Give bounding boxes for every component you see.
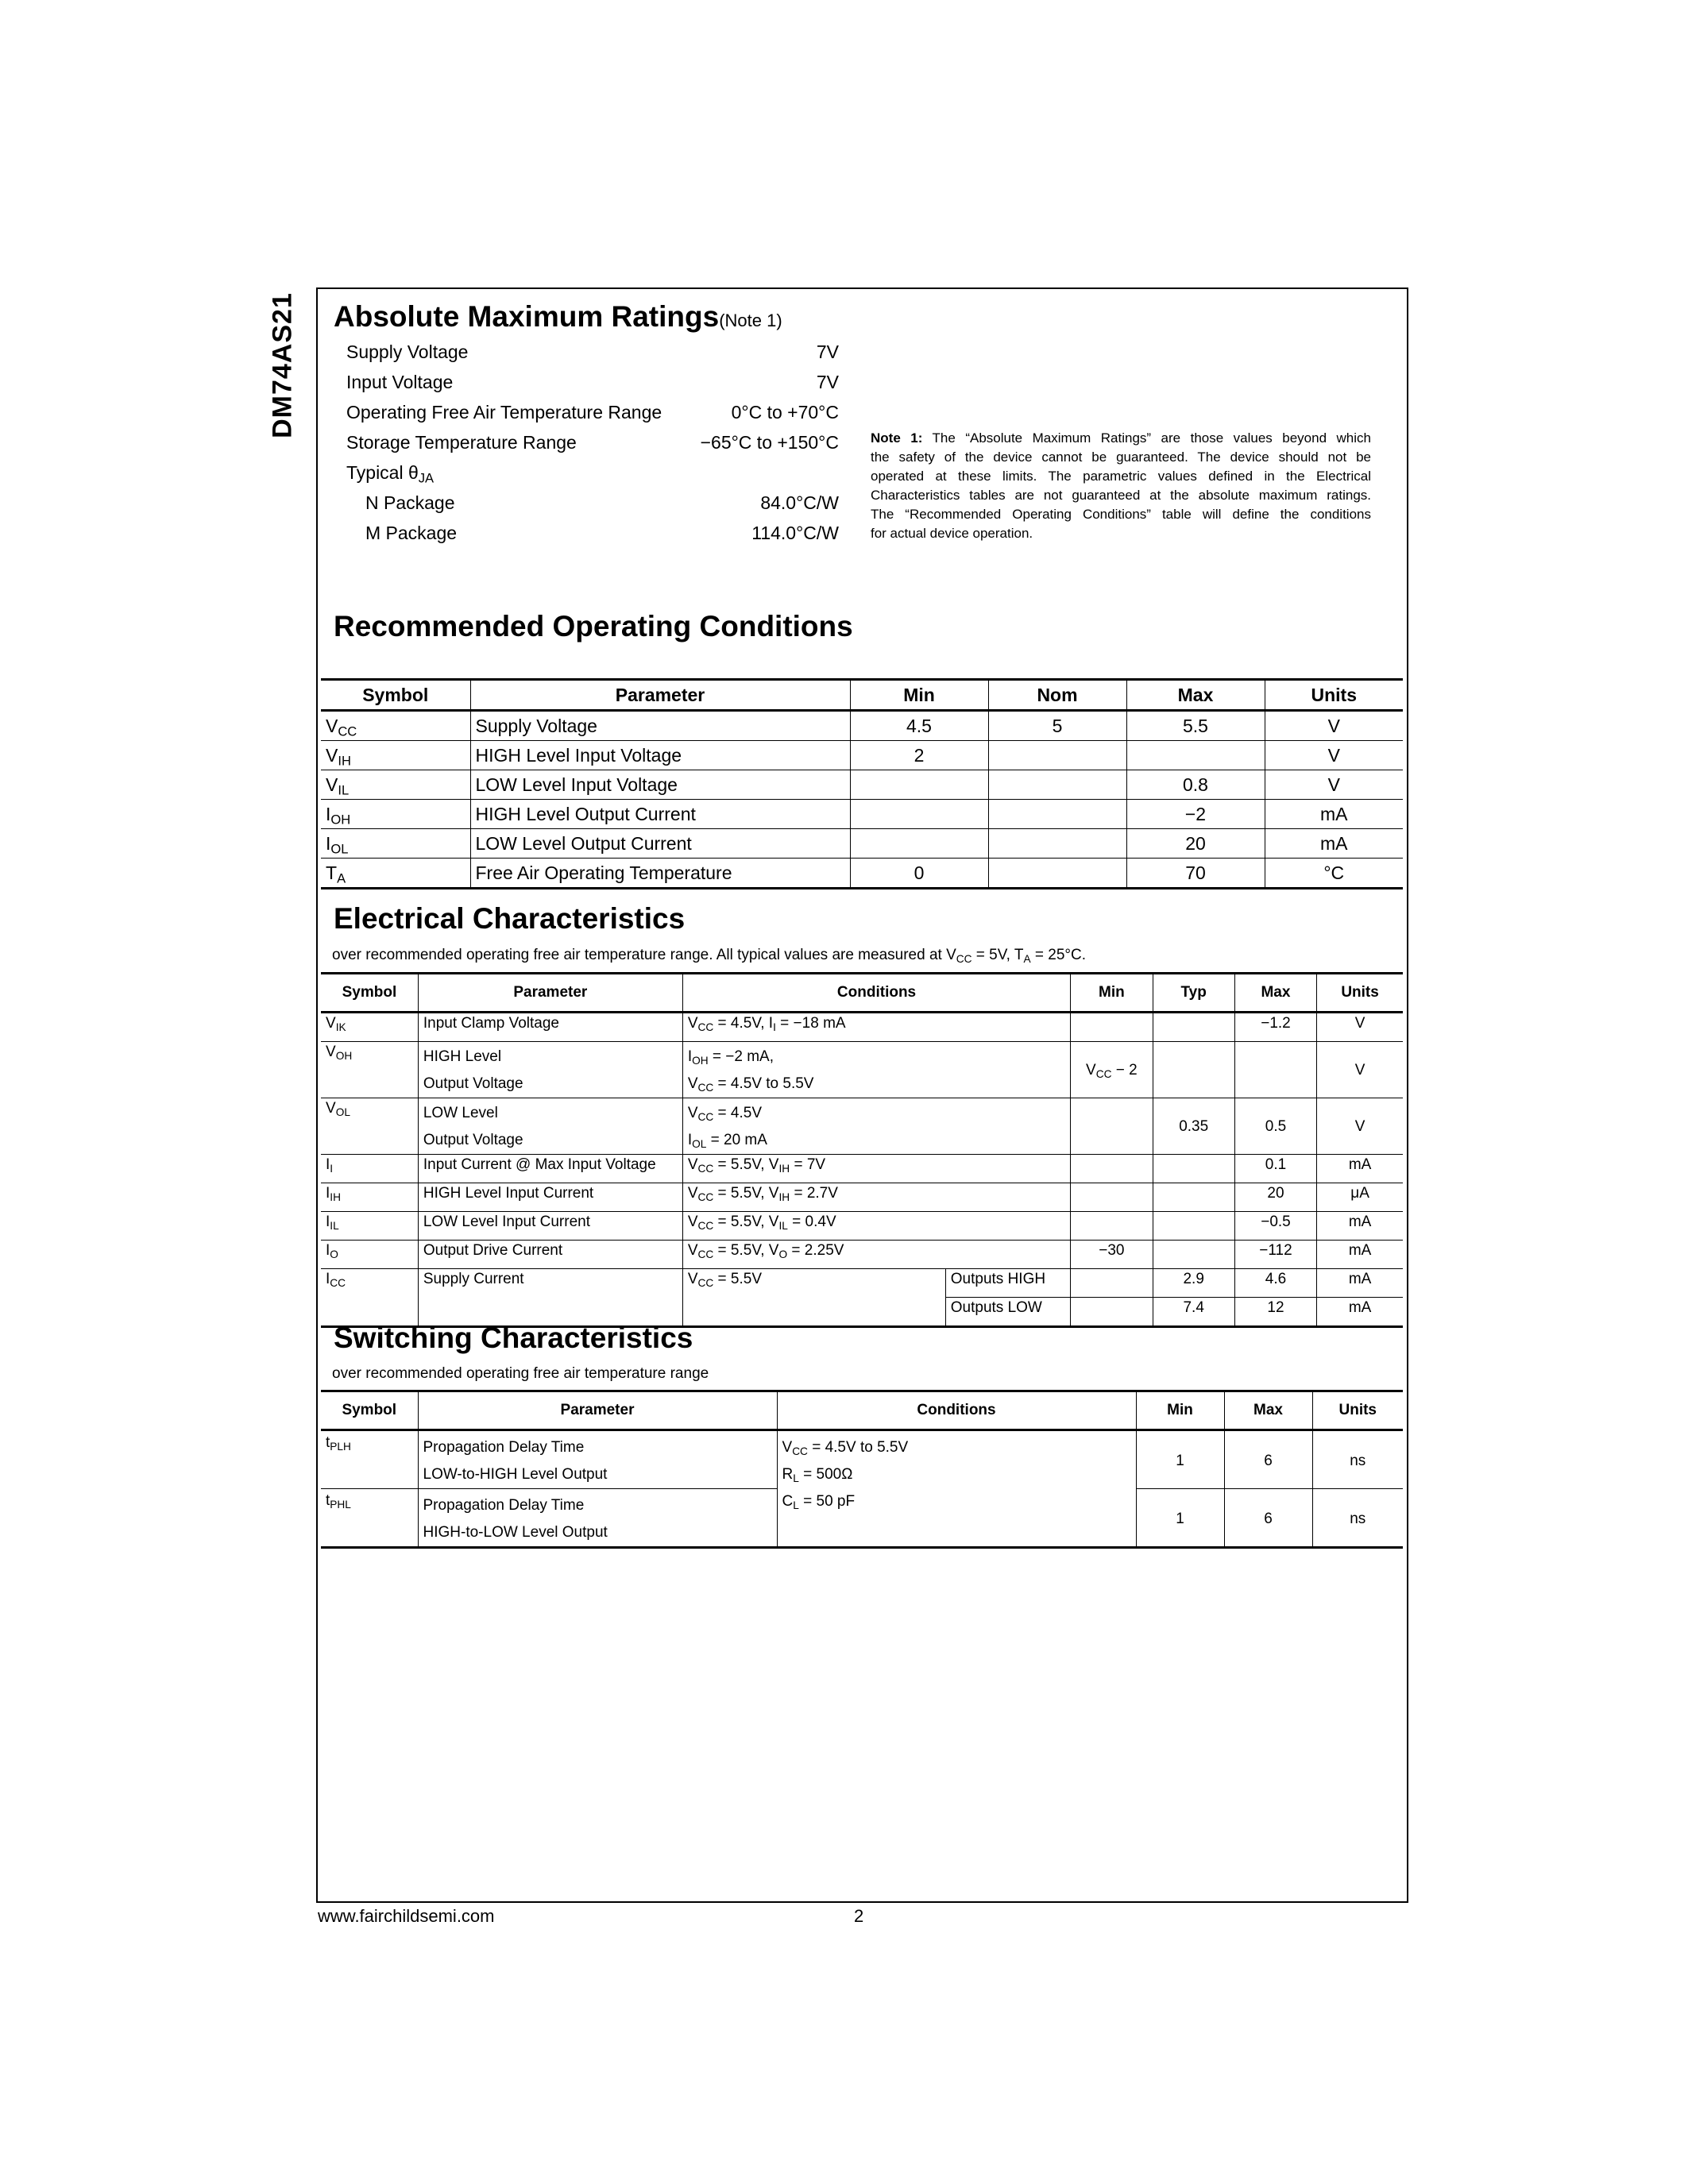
table-row: $V_{IL}$ LOW Level Input Voltage 0.8 V <box>321 770 1403 800</box>
table-row: $V_{OH}$ HIGH Level Output Voltage $I_{OH} = -2$ mA, $V_{CC} = 4.5V$ to 5.5V $V_{CC} - 2$ V <box>321 1042 1403 1098</box>
amr-row: Typical $\theta_{JA}$ <box>346 461 435 486</box>
table-row: $V_{CC}$ Supply Voltage 4.5 5 5.5 V <box>321 711 1403 741</box>
sw-title: Switching Characteristics <box>334 1322 693 1354</box>
amr-row: Operating Free Air Temperature Range 0°C to +70°C <box>346 401 839 423</box>
table-row: $I_O$ Output Drive Current $V_{CC} = 5.5V$, $V_O = 2.25V$ −30 −112 mA <box>321 1241 1403 1269</box>
ec-table <box>321 972 1403 1328</box>
amr-row: N Package 84.0°C/W <box>365 492 839 513</box>
table-row: $I_{IH}$ HIGH Level Input Current $V_{CC} = 5.5V$, $V_{IH} = 2.7V$ 20 μA <box>321 1183 1403 1212</box>
table-row: $V_{OL}$ LOW Level Output Voltage $V_{CC} = 4.5V$ $I_{OL} = 20$ mA 0.35 0.5 V <box>321 1098 1403 1155</box>
note-1: Note 1: The “Absolute Maximum Ratings” are those values beyond which the safety of the device cannot be guaranteed. The device should not be operated at these limits. The parametric values defined in the Electrical Characteristics tables are not guaranteed at the absolute maximum ratings. The “Recommended Operating Conditions” table will define the conditions for actual device operation. <box>871 430 1371 541</box>
table-row: $V_{IH}$ HIGH Level Input Voltage 2 V <box>321 741 1403 770</box>
roc-title: Recommended Operating Conditions <box>334 610 853 642</box>
sw-table <box>321 1390 1403 1549</box>
table-row: $t_{PLH}$ Propagation Delay Time LOW-to-HIGH Level Output $V_{CC} = 4.5V$ to 5.5V $R_L = 500\Omega$ $C_L = 50$ pF 1 6 ns <box>321 1430 1403 1489</box>
amr-row: Supply Voltage 7V <box>346 341 839 362</box>
table-row: $T_A$ Free Air Operating Temperature 0 70 °C <box>321 859 1403 889</box>
page-number: 2 <box>854 1906 864 1926</box>
roc-table <box>321 678 1403 889</box>
table-row: $t_{PHL}$ Propagation Delay Time HIGH-to-LOW Level Output 1 6 ns <box>321 1489 1403 1548</box>
ec-title: Electrical Characteristics <box>334 902 686 935</box>
table-row: $I_{OL}$ LOW Level Output Current 20 mA <box>321 829 1403 859</box>
table-header-row: Symbol Parameter Conditions Min Max Units <box>321 1391 1403 1430</box>
part-number-vertical: DM74AS21 <box>267 292 298 438</box>
ec-subtitle: over recommended operating free air temperature range. All typical values are measured at $V_{CC} = 5V$, $T_A = 25^\circ C$. <box>332 947 1086 965</box>
amr-row: Storage Temperature Range −65°C to +150°C <box>346 431 839 453</box>
footer-url[interactable]: www.fairchildsemi.com <box>318 1906 495 1926</box>
table-row: Outputs LOW 7.4 12 mA <box>321 1298 1403 1327</box>
table-row: $I_{CC}$ Supply Current $V_{CC} = 5.5V$ Outputs HIGH 2.9 4.6 mA <box>321 1269 1403 1298</box>
amr-row: Input Voltage 7V <box>346 371 839 392</box>
table-row: $I_I$ Input Current @ Max Input Voltage $V_{CC} = 5.5V$, $V_{IH} = 7V$ 0.1 mA <box>321 1155 1403 1183</box>
table-row: $I_{IL}$ LOW Level Input Current $V_{CC} = 5.5V$, $V_{IL} = 0.4V$ −0.5 mA <box>321 1212 1403 1241</box>
content-frame <box>316 287 1408 1903</box>
table-row: $I_{OH}$ HIGH Level Output Current −2 mA <box>321 800 1403 829</box>
table-row: $V_{IK}$ Input Clamp Voltage $V_{CC} = 4.5V$, $I_I = -18$ mA −1.2 V <box>321 1013 1403 1042</box>
side-title <box>267 282 299 449</box>
amr-row: M Package 114.0°C/W <box>365 522 839 543</box>
amr-note-ref: (Note 1) <box>719 311 782 330</box>
table-header-row: Symbol Parameter Min Nom Max Units <box>321 680 1403 711</box>
table-header-row: Symbol Parameter Conditions Min Typ Max Units <box>321 974 1403 1013</box>
amr-title: Absolute Maximum Ratings(Note 1) <box>334 300 782 333</box>
sw-subtitle: over recommended operating free air temperature range <box>332 1365 709 1382</box>
